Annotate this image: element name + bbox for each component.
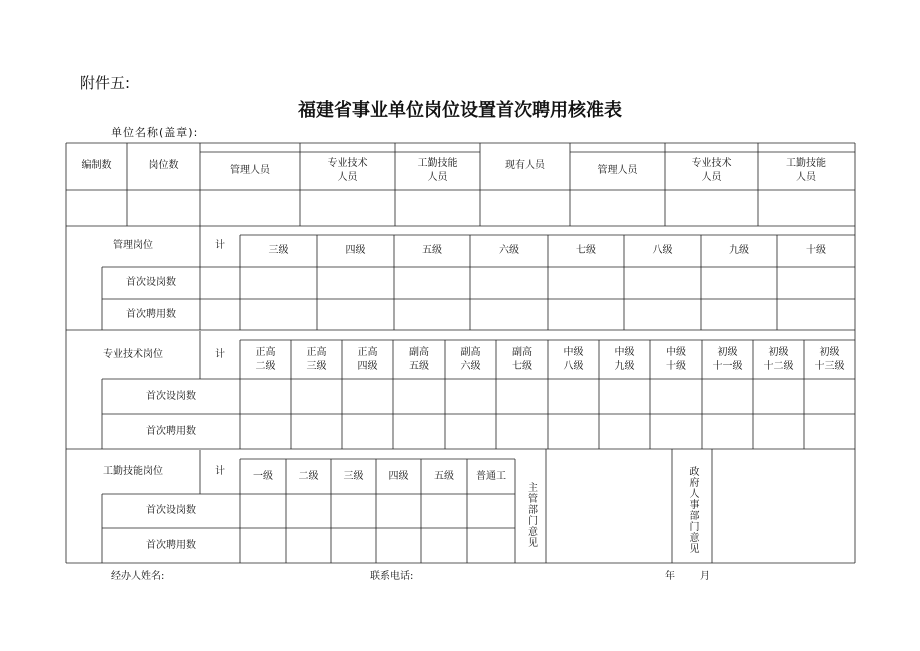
technical-total-label: 计 [215,349,225,360]
management-section-label: 管理岗位 [113,240,153,251]
technical-level-10: 初级 十一级 [712,346,743,372]
technical-level-11: 初级 十二级 [763,346,794,372]
unit-name-label: 单位名称(盖章): [111,126,199,139]
header-guanli: 管理人员 [230,165,270,176]
technical-level-3: 正高 四级 [357,346,378,372]
management-level-6: 八级 [652,245,673,256]
supervisor-opinion-label: 主管部门意见 [525,482,537,548]
management-level-8: 十级 [806,245,826,256]
worker-row-set: 首次设岗数 [146,505,196,516]
month-label: 月 [700,571,710,582]
worker-level-3: 三级 [343,470,364,482]
technical-level-8: 中级 九级 [614,346,635,372]
year-label: 年 [665,571,675,582]
management-level-4: 六级 [499,245,519,256]
technical-level-1: 正高 二级 [255,346,276,372]
technical-level-6: 副高 七级 [512,346,532,372]
header-guanli-current: 管理人员 [597,165,638,176]
worker-total-label: 计 [215,465,225,477]
header-bianzhi: 编制数 [81,160,112,171]
technical-level-12: 初级 十三级 [814,346,845,372]
management-level-5: 七级 [576,245,596,256]
worker-level-6: 普通工 [476,470,506,482]
management-row-set: 首次设岗数 [126,277,176,288]
worker-section-label: 工勤技能岗位 [103,465,163,477]
worker-level-5: 五级 [434,470,454,482]
management-row-hire: 首次聘用数 [126,308,176,320]
management-level-7: 九级 [729,245,749,256]
header-gangwei: 岗位数 [148,160,179,171]
worker-level-1: 一级 [253,470,273,482]
worker-level-4: 四级 [388,470,409,482]
technical-level-7: 中级 八级 [563,346,584,372]
government-opinion-label: 政府人事部门意见 [687,466,698,554]
management-total-label: 计 [215,240,225,251]
header-xianyou: 现有人员 [505,160,545,171]
worker-row-hire: 首次聘用数 [146,539,196,551]
header-zhuanye-current: 专业技术 人员 [691,158,732,183]
technical-section-label: 专业技术岗位 [103,349,163,360]
technical-level-4: 副高 五级 [409,346,429,372]
technical-level-9: 中级 十级 [666,346,686,372]
technical-level-5: 副高 六级 [460,346,481,372]
technical-row-hire: 首次聘用数 [146,425,196,437]
management-level-3: 五级 [422,245,442,256]
header-gongqin: 工勤技能 人员 [417,158,458,183]
form-title: 福建省事业单位岗位设置首次聘用核准表 [298,100,622,121]
phone-label: 联系电话: [370,571,414,582]
header-zhuanye: 专业技术 人员 [327,158,368,183]
header-gongqin-current: 工勤技能 人员 [786,158,826,183]
technical-row-set: 首次设岗数 [146,390,196,402]
attachment-label: 附件五: [80,74,131,92]
handler-name-label: 经办人姓名: [111,571,165,582]
worker-level-2: 二级 [298,470,319,482]
technical-level-2: 正高 三级 [306,346,327,372]
management-level-1: 三级 [268,245,289,256]
management-level-2: 四级 [345,245,366,256]
